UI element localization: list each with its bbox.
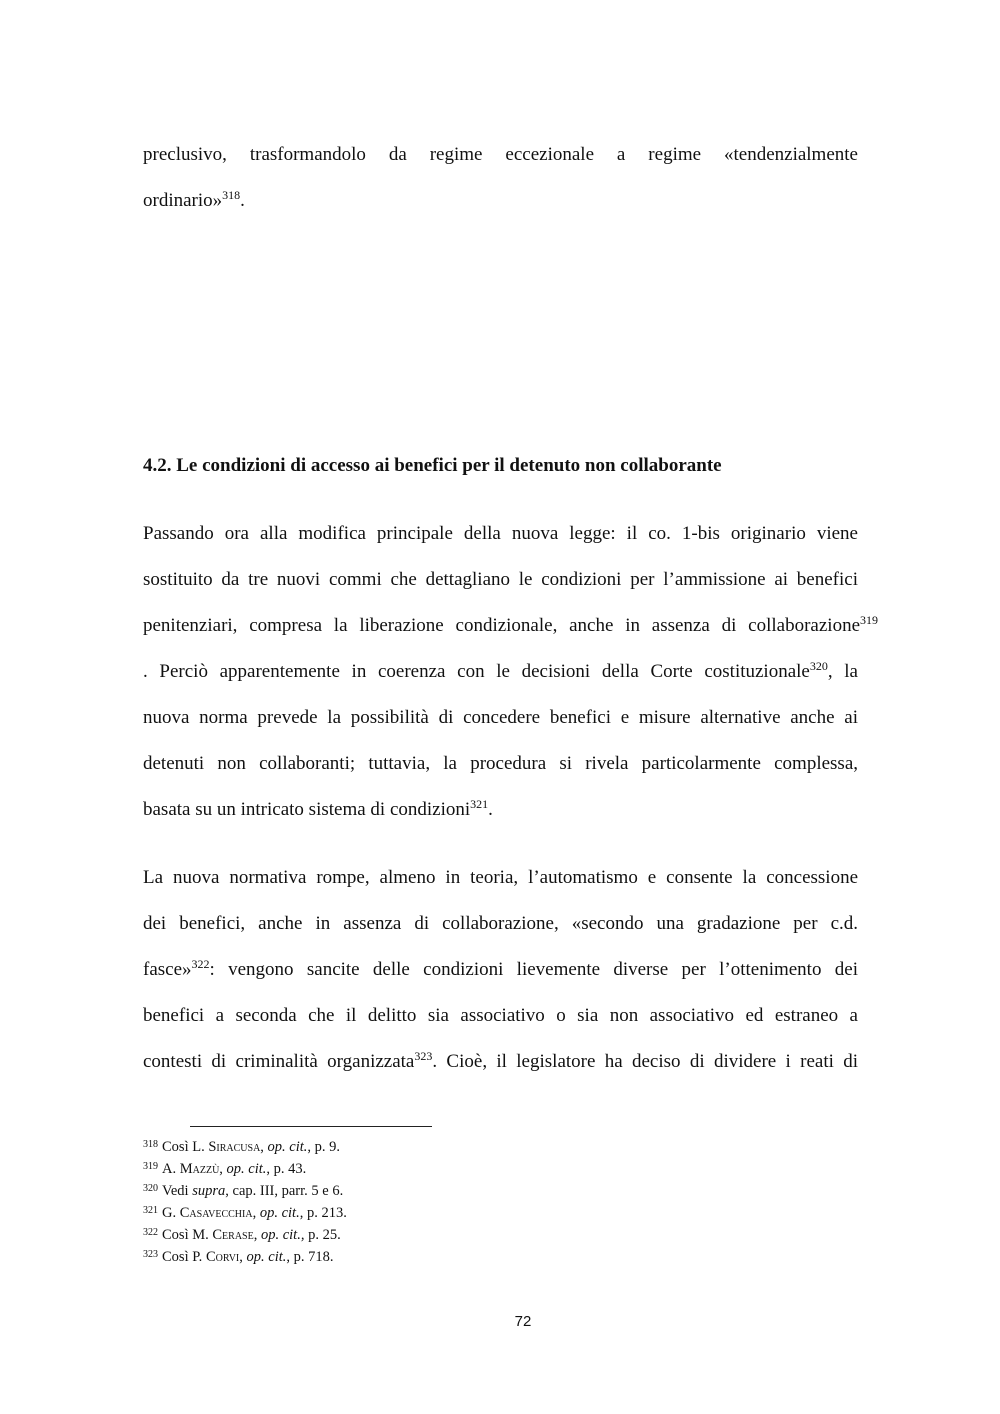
footnote-author: Mazzù: [179, 1161, 220, 1177]
footnote-number: 318: [143, 1139, 158, 1150]
footnote-ref: 318: [222, 188, 241, 202]
body-line: [143, 798, 858, 822]
text-span: nuova norma prevede la possibilità di concedere benefici e misure alternative anche ai: [143, 707, 858, 728]
text-span: dei benefici, anche in assenza di collaborazione, «secondo una gradazione per c.d.: [143, 913, 858, 934]
footnote-ref: 321: [470, 797, 489, 811]
body-line: [143, 866, 858, 890]
footnote-number: 322: [143, 1227, 158, 1238]
body-line: [143, 958, 858, 982]
footnote-text: , p. 718.: [286, 1249, 334, 1265]
text-span: fasce»: [143, 959, 192, 980]
text-span: ordinario»: [143, 190, 223, 211]
footnote-number: 321: [143, 1205, 158, 1216]
body-line: [143, 189, 858, 213]
footnote-ref: 322: [191, 957, 210, 971]
body-line: [143, 1004, 858, 1028]
text-span: penitenziari, compresa la liberazione condizionale, anche in assenza di collaborazione: [143, 615, 860, 636]
footnote-author: Corvi: [205, 1249, 240, 1265]
section-heading: 4.2. Le condizioni di accesso ai benefici per il detenuto non collaborante: [143, 455, 722, 476]
footnote-number: 319: [143, 1161, 158, 1172]
footnote-ref: 323: [414, 1049, 433, 1063]
footnote-number: 323: [143, 1249, 158, 1260]
footnote-text: , cap. III, parr. 5 e 6.: [225, 1183, 344, 1199]
footnote-text: , p. 43.: [266, 1161, 307, 1177]
footnote: [143, 1226, 341, 1244]
body-line: [143, 752, 858, 776]
text-span: .: [240, 190, 245, 211]
footnote-citation: op. cit.: [246, 1249, 287, 1265]
footnote-text: ,: [260, 1139, 268, 1155]
footnote-text: , p. 213.: [299, 1205, 347, 1221]
text-span: preclusivo, trasformandolo da regime eccezionale a regime «tendenzialmente: [143, 144, 858, 165]
footnote-ref: 319: [860, 613, 878, 627]
footnote-text: , p. 9.: [307, 1139, 341, 1155]
body-line: [143, 1050, 858, 1074]
footnote-number: 320: [143, 1183, 158, 1194]
body-line: [143, 706, 858, 730]
footnote-text: ,: [239, 1249, 247, 1265]
footnote-text: Così P.: [162, 1249, 206, 1265]
text-span: . Cioè, il legislatore ha deciso di dividere i reati di: [432, 1051, 858, 1072]
footnote: [143, 1248, 334, 1266]
text-span: .: [488, 799, 493, 820]
footnote-text: ,: [252, 1205, 260, 1221]
footnote: [143, 1204, 347, 1222]
footnote-text: G.: [162, 1205, 180, 1221]
footnote-author: Cerase: [212, 1227, 254, 1243]
footnote-text: ,: [253, 1227, 261, 1243]
text-span: contesti di criminalità organizzata: [143, 1051, 415, 1072]
footnote-text: A.: [162, 1161, 180, 1177]
page-number: 72: [514, 1313, 532, 1330]
footnote-citation: op. cit.,: [260, 1227, 305, 1243]
body-line: [143, 660, 858, 684]
footnote-citation: op. cit.: [226, 1161, 267, 1177]
footnote-text: Così M.: [162, 1227, 213, 1243]
footnote-separator: [190, 1126, 432, 1127]
body-line: [143, 614, 878, 638]
footnote-citation: op. cit.: [267, 1139, 308, 1155]
text-span: basata su un intricato sistema di condizioni: [143, 799, 471, 820]
footnote-text: Così L.: [162, 1139, 209, 1155]
footnote: [143, 1160, 306, 1178]
text-span: benefici a seconda che il delitto sia associativo o sia non associativo ed estraneo a: [143, 1005, 858, 1026]
body-line: [143, 522, 858, 546]
body-line: [143, 568, 858, 592]
text-span: : vengono sancite delle condizioni lievemente diverse per l’ottenimento dei: [209, 959, 858, 980]
body-line: [143, 143, 858, 167]
footnote: [143, 1138, 340, 1156]
text-span: La nuova normativa rompe, almeno in teoria, l’automatismo e consente la concessione: [143, 867, 858, 888]
text-span: , la: [827, 661, 858, 682]
footnote-citation: supra: [192, 1183, 226, 1199]
footnote-author: Siracusa: [208, 1139, 261, 1155]
text-span: sostituito da tre nuovi commi che dettagliano le condizioni per l’ammissione ai benefici: [143, 569, 858, 590]
text-span: . Perciò apparentemente in coerenza con le decisioni della Corte costituzionale: [143, 661, 810, 682]
text-span: Passando ora alla modifica principale della nuova legge: il co. 1-bis originario viene: [143, 523, 858, 544]
text-span: detenuti non collaboranti; tuttavia, la procedura si rivela particolarmente complessa,: [143, 753, 858, 774]
footnote-ref: 320: [809, 659, 828, 673]
footnote-text: p. 25.: [304, 1227, 341, 1243]
body-line: [143, 912, 858, 936]
footnote-author: Casavecchia: [179, 1205, 253, 1221]
footnote-citation: op. cit.: [259, 1205, 300, 1221]
footnote-text: ,: [219, 1161, 227, 1177]
footnote-text: Vedi: [162, 1183, 193, 1199]
footnote: [143, 1182, 343, 1200]
